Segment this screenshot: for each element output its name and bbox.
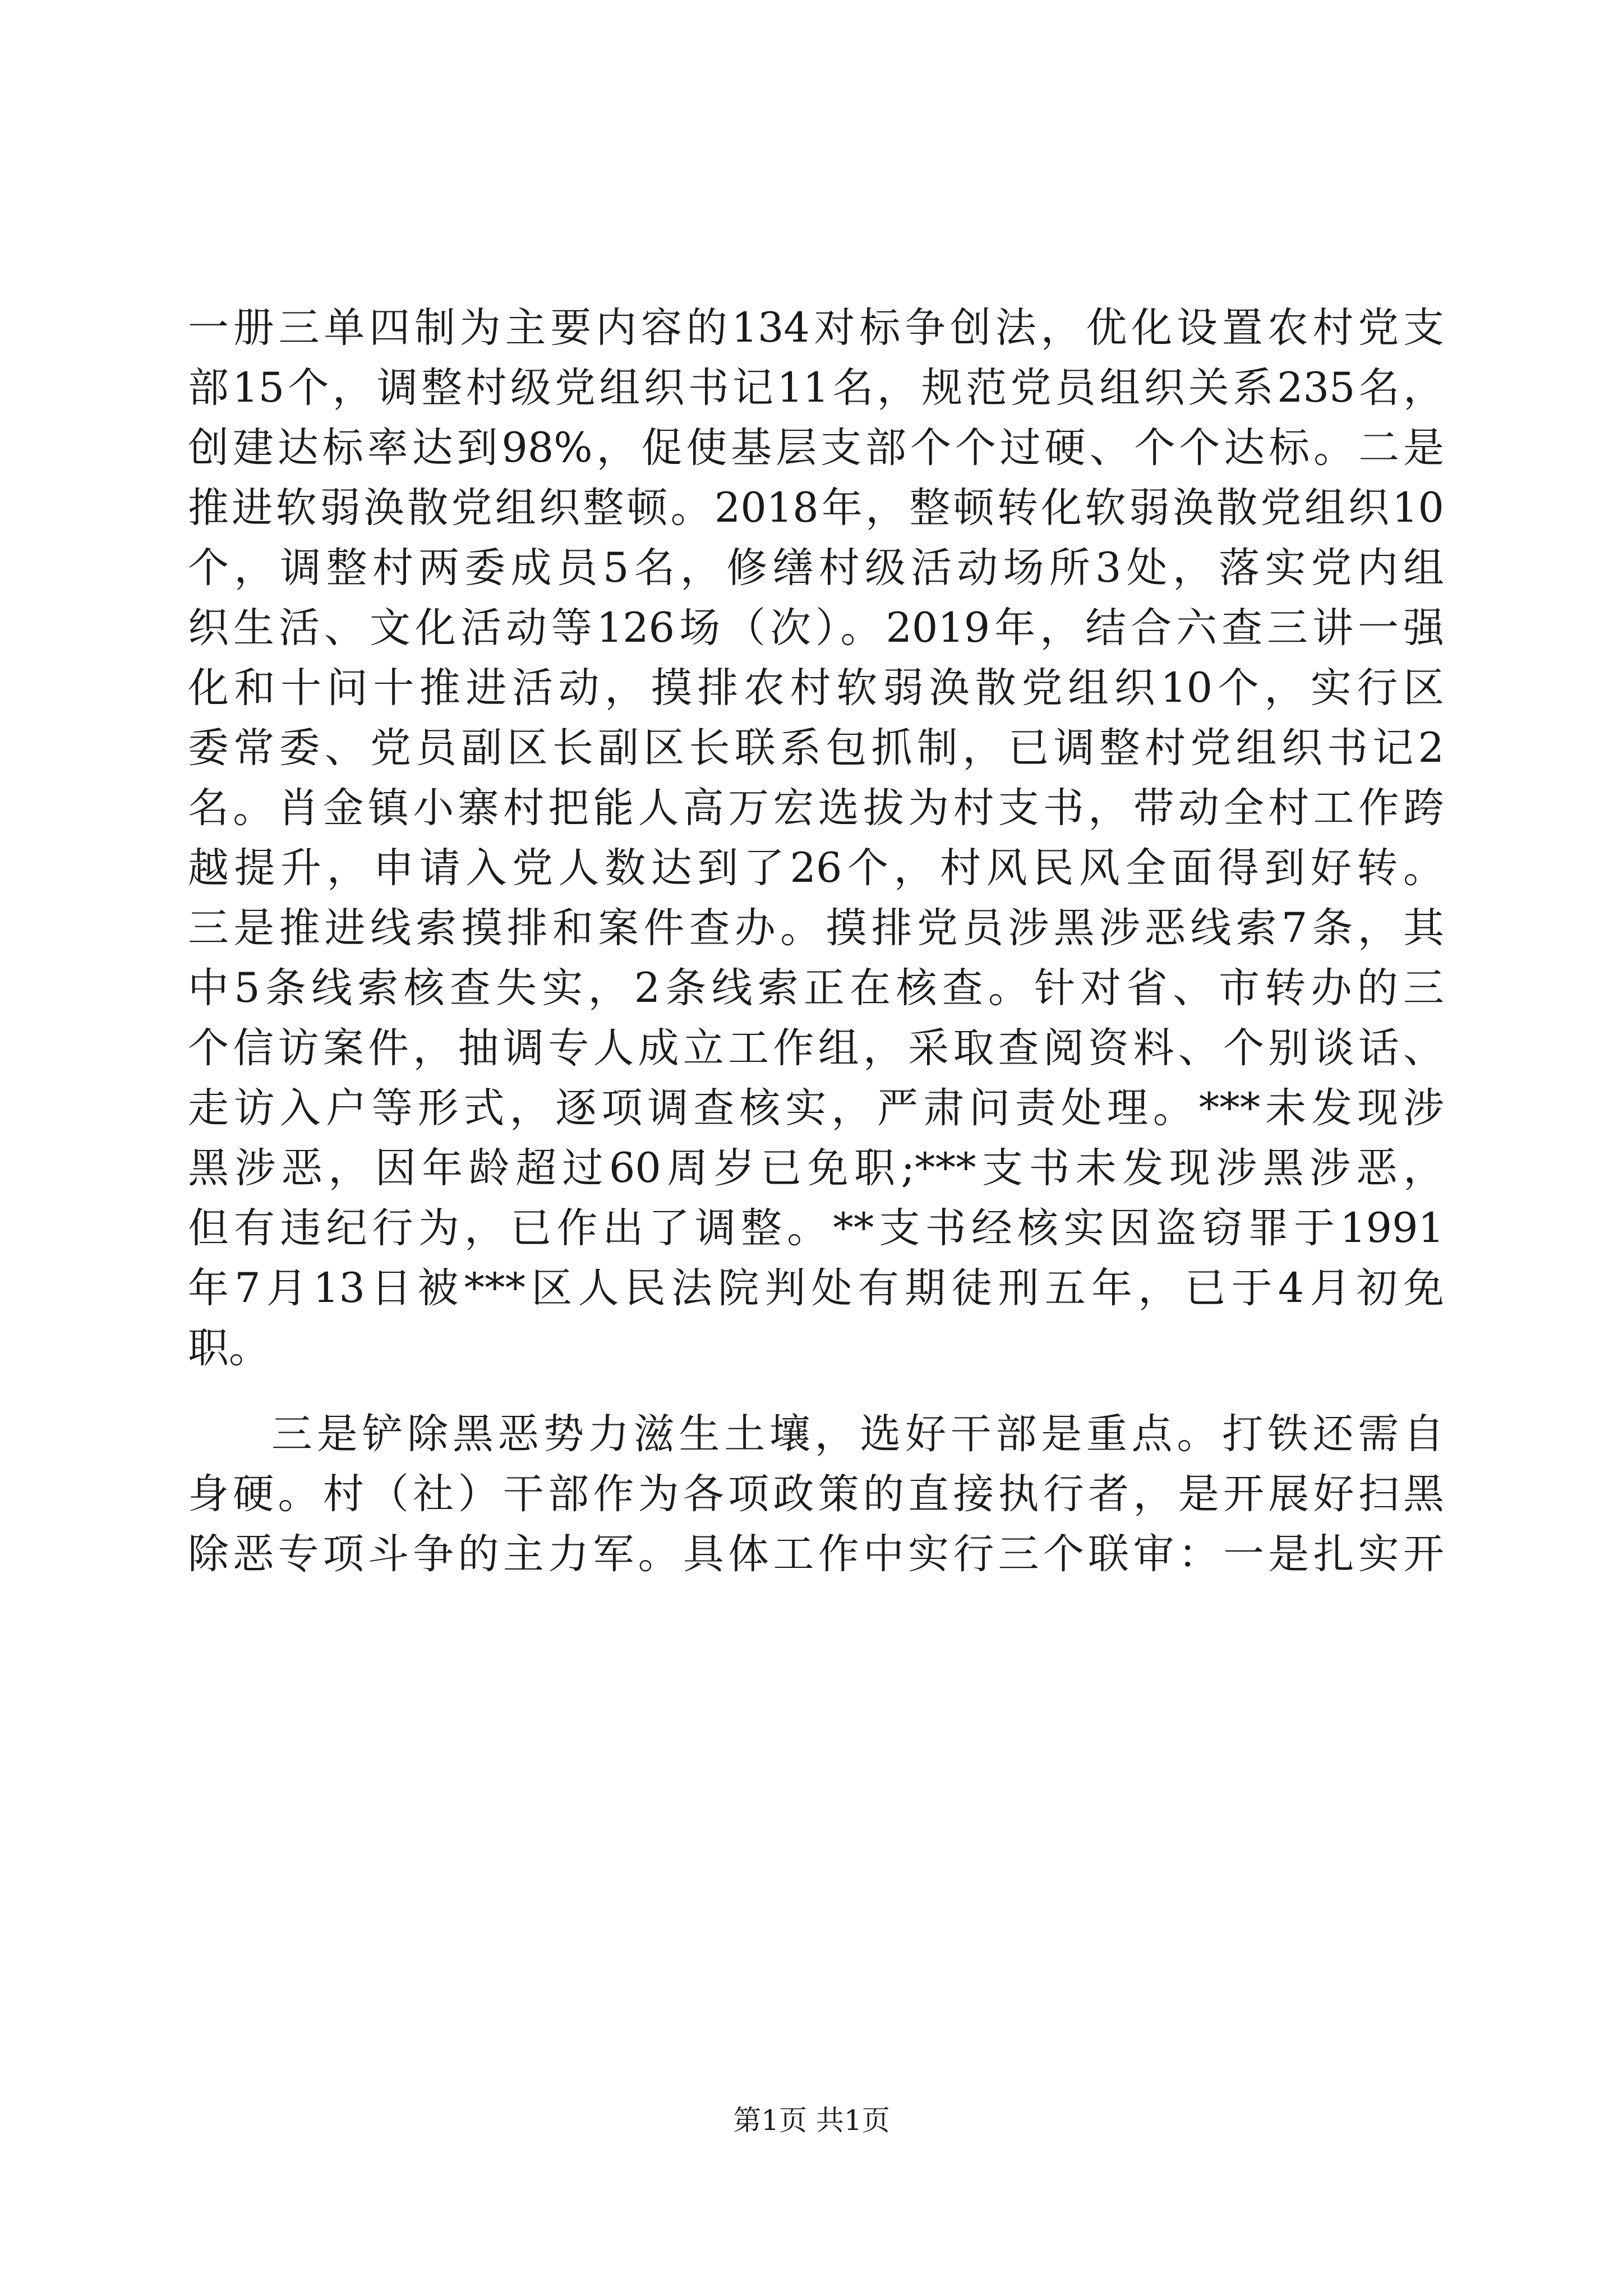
text-line: 黑涉恶，因年龄超过60周岁已免职;***支书未发现涉黑涉恶，	[188, 1144, 1444, 1192]
text-line: 越提升，申请入党人数达到了26个，村风民风全面得到好转。	[188, 844, 1444, 892]
text-line: 年7月13日被***区人民法院判处有期徒刑五年，已于4月初免	[188, 1264, 1444, 1312]
text-line: 身硬。村（社）干部作为各项政策的直接执行者，是开展好扫黑	[188, 1470, 1444, 1518]
text-line: 化和十问十推进活动，摸排农村软弱涣散党组织10个，实行区	[188, 664, 1444, 712]
text-line: 个，调整村两委成员5名，修缮村级活动场所3处，落实党内组	[188, 544, 1444, 592]
text-line: 中5条线索核查失实，2条线索正在核查。针对省、市转办的三	[188, 964, 1444, 1012]
text-line: 除恶专项斗争的主力军。具体工作中实行三个联审：一是扎实开	[188, 1530, 1444, 1578]
text-line: 走访入户等形式，逐项调查核实，严肃问责处理。***未发现涉	[188, 1084, 1444, 1132]
text-line: 部15个，调整村级党组织书记11名，规范党员组织关系235名，	[188, 364, 1444, 412]
text-line: 三是推进线索摸排和案件查办。摸排党员涉黑涉恶线索7条，其	[188, 904, 1444, 952]
text-line: 一册三单四制为主要内容的134对标争创法，优化设置农村党支	[188, 304, 1444, 352]
text-line: 推进软弱涣散党组织整顿。2018年，整顿转化软弱涣散党组织10	[188, 484, 1444, 532]
text-line: 织生活、文化活动等126场（次）。2019年，结合六查三讲一强	[188, 604, 1444, 652]
text-line: 职。	[188, 1324, 270, 1372]
page-footer: 第1页 共1页	[733, 2104, 890, 2137]
text-line: 但有违纪行为，已作出了调整。**支书经核实因盗窃罪于1991	[188, 1204, 1444, 1252]
text-line: 创建达标率达到98%，促使基层支部个个过硬、个个达标。二是	[188, 424, 1444, 472]
text-line: 三是铲除黑恶势力滋生土壤，选好干部是重点。打铁还需自	[271, 1410, 1444, 1458]
text-line: 个信访案件，抽调专人成立工作组，采取查阅资料、个别谈话、	[188, 1024, 1444, 1072]
text-line: 委常委、党员副区长副区长联系包抓制，已调整村党组织书记2	[188, 724, 1444, 772]
text-line: 名。肖金镇小寨村把能人高万宏选拔为村支书，带动全村工作跨	[188, 784, 1444, 832]
